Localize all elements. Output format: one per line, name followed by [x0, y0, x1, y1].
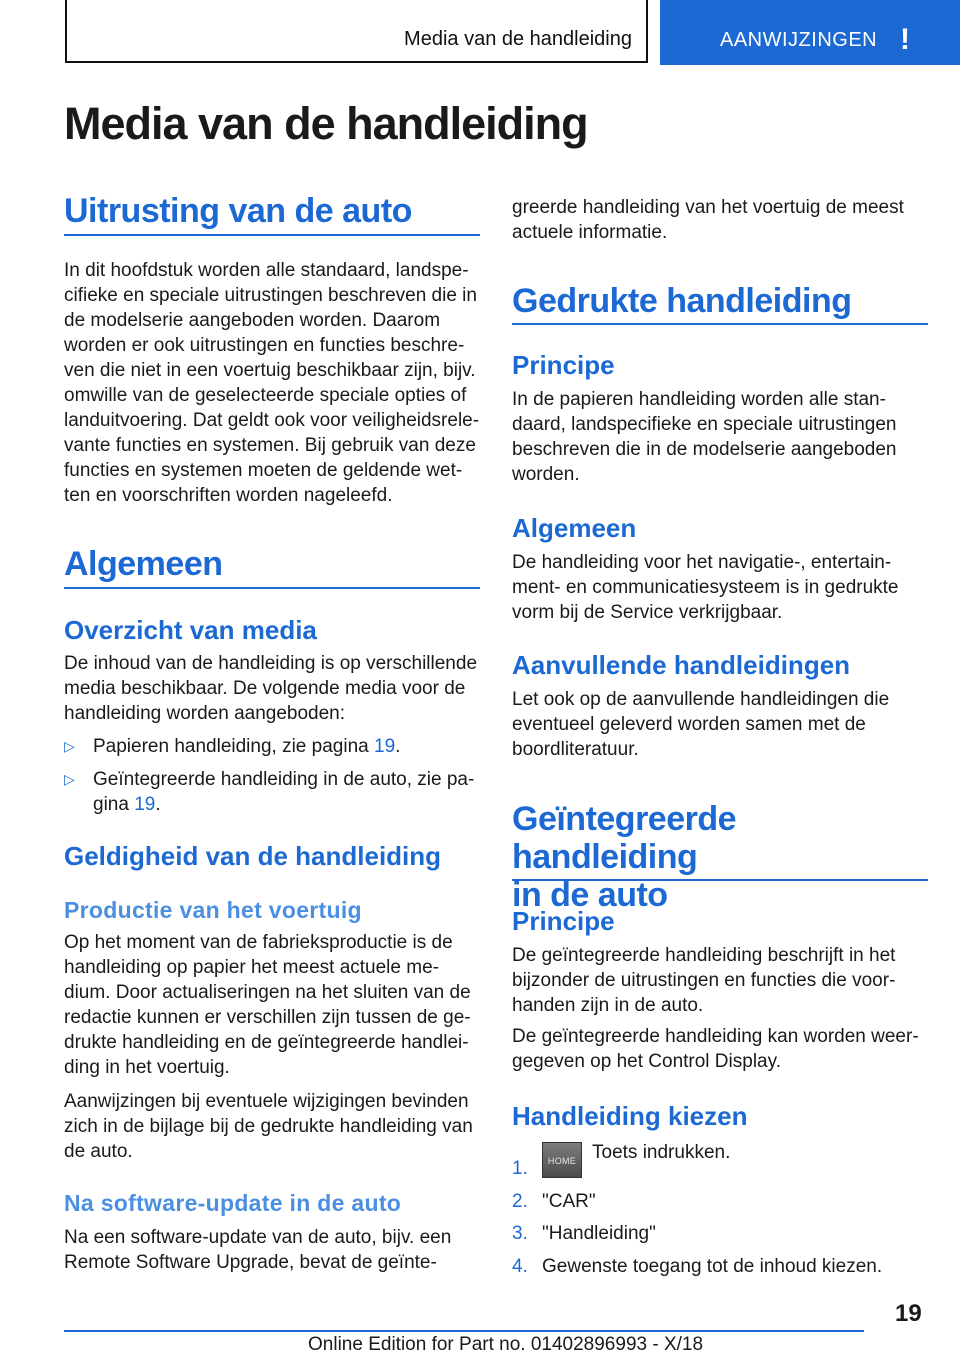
page-number: 19 [895, 1300, 922, 1327]
text-line: Remote Software Upgrade, bevat de geïnte- [64, 1252, 437, 1273]
paragraph-overzicht [64, 651, 480, 726]
list-item-label: Papieren handleiding, zie pagina [93, 736, 374, 757]
page-title: Media van de handleiding [64, 98, 588, 149]
heading-line: Geïntegreerde handleiding [512, 800, 737, 876]
header-chapter-label: AANWIJZINGEN [720, 29, 878, 51]
text-line: Let ook op de aanvullende handleidingen die [512, 689, 890, 710]
paragraph-productie [64, 930, 480, 1080]
text-line: De geïntegreerde handleiding kan worden weer- [512, 1026, 919, 1047]
text-line: cifieke en speciale uitrustingen beschreven die in [64, 285, 477, 306]
text-line: ten en voorschriften worden nageleefd. [64, 485, 393, 506]
text-line: drukte handleiding en de geïntegreerde handlei- [64, 1032, 469, 1053]
text-line: De handleiding voor het navigatie-, entertain- [512, 552, 892, 573]
bullet-triangle-icon: ▷ [64, 738, 75, 754]
text-line: Op het moment van de fabrieksproductie is de [64, 932, 453, 953]
heading-gedrukte: Gedrukte handleiding [512, 282, 852, 320]
list-item-text [93, 767, 480, 817]
text-line: dium. Door actualiseringen na het sluiten van de [64, 982, 471, 1003]
subheading-principe: Principe [512, 906, 615, 936]
warning-icon: ! [900, 23, 910, 56]
footer-rule [64, 1330, 864, 1332]
step-text [542, 1140, 730, 1178]
text-line: landuitvoering. Dat geldt ook voor veiligheidsrele- [64, 410, 480, 431]
paragraph-aanvullende [512, 687, 928, 762]
paragraph-algemeen [512, 550, 928, 625]
text-line: vorm bij de Service verkrijgbaar. [512, 602, 783, 623]
heading-rule [64, 234, 480, 236]
text-line: vante functies en systemen. Bij gebruik van deze [64, 435, 476, 456]
text-line: handleiding op papier het meest actuele me- [64, 957, 439, 978]
paragraph-uitrusting [64, 258, 480, 508]
text-line: ment- en communicatiesysteem is in gedrukte [512, 577, 899, 598]
step-number: 2. [512, 1191, 528, 1212]
text-line: omwille van de geselecteerde speciale opties of [64, 385, 467, 406]
text-line: De inhoud van de handleiding is op verschillende [64, 653, 478, 674]
text-line: handleiding worden aangeboden: [64, 703, 346, 724]
text-line: handen zijn in de auto. [512, 995, 704, 1016]
heading-geintegreerde [512, 800, 928, 914]
list-item-text [93, 734, 480, 759]
subheading-kiezen: Handleiding kiezen [512, 1101, 748, 1131]
subheading-principe: Principe [512, 350, 615, 380]
home-button-icon: HOME [542, 1142, 582, 1178]
text-line: daard, landspecifieke en speciale uitrustingen [512, 414, 897, 435]
paragraph-software [64, 1225, 480, 1275]
text-line: gegeven op het Control Display. [512, 1051, 781, 1072]
punctuation: . [395, 736, 401, 757]
header-chapter-tab[interactable] [660, 0, 960, 65]
step-number: 3. [512, 1223, 528, 1244]
paragraph-principe-geintegreerd [512, 943, 928, 1018]
heading-algemeen: Algemeen [64, 545, 223, 583]
subheading-aanvullende: Aanvullende handleidingen [512, 650, 851, 680]
bullet-triangle-icon: ▷ [64, 771, 75, 787]
step-number: 1. [512, 1158, 528, 1179]
header-section-box [65, 0, 648, 63]
text-line: actuele informatie. [512, 222, 668, 243]
text-line: de modelserie aangeboden worden. Daarom [64, 310, 441, 331]
page-link[interactable]: 19 [374, 736, 396, 757]
subheading-geldigheid: Geldigheid van de handleiding [64, 841, 442, 871]
heading-line: in de auto [512, 876, 668, 914]
paragraph-aanwijzingen [64, 1089, 480, 1164]
paragraph-principe-gedrukt [512, 387, 928, 487]
text-line: functies en systemen moeten de geldende wet- [64, 460, 463, 481]
page-link[interactable]: 19 [134, 794, 156, 815]
paragraph-continuation [512, 195, 928, 245]
subheading-productie: Productie van het voertuig [64, 897, 362, 923]
footer-edition: Online Edition for Part no. 01402896993 - X/18 [308, 1334, 704, 1355]
text-line: bijzonder de uitrustingen en functies die voor- [512, 970, 896, 991]
step-label: Toets indrukken. [592, 1142, 731, 1163]
text-line: ven die niet in een voertuig beschikbaar zijn, bijv. [64, 360, 476, 381]
heading-uitrusting: Uitrusting van de auto [64, 192, 412, 230]
text-line: boordliteratuur. [512, 739, 639, 760]
heading-rule [512, 879, 928, 881]
text-line: De geïntegreerde handleiding beschrijft in het [512, 945, 896, 966]
heading-rule [512, 323, 928, 325]
step-label: "Handleiding" [542, 1223, 656, 1244]
text-line: In de papieren handleiding worden alle stan- [512, 389, 886, 410]
paragraph-control-display [512, 1024, 928, 1074]
text-line: de auto. [64, 1141, 133, 1162]
header-section-title: Media van de handleiding [404, 28, 632, 50]
text-line: In dit hoofdstuk worden alle standaard, landspe- [64, 260, 469, 281]
text-line: zich in de bijlage bij de gedrukte handleiding van [64, 1116, 473, 1137]
list-item-label: gina [93, 794, 135, 815]
subheading-software: Na software-update in de auto [64, 1190, 402, 1216]
text-line: media beschikbaar. De volgende media voor de [64, 678, 466, 699]
step-number: 4. [512, 1256, 528, 1277]
text-line: eventueel geleverd worden samen met de [512, 714, 866, 735]
text-line: worden er ook uitrustingen en functies beschre- [64, 335, 465, 356]
punctuation: . [155, 794, 161, 815]
text-line: worden. [512, 464, 580, 485]
subheading-overzicht: Overzicht van media [64, 615, 317, 645]
text-line: redactie kunnen er verschillen zijn tussen de ge- [64, 1007, 471, 1028]
step-label: "CAR" [542, 1191, 596, 1212]
heading-rule [64, 587, 480, 589]
subheading-algemeen: Algemeen [512, 513, 637, 543]
step-label: Gewenste toegang tot de inhoud kiezen. [542, 1256, 883, 1277]
text-line: Na een software-update van de auto, bijv. een [64, 1227, 452, 1248]
text-line: ding in het voertuig. [64, 1057, 230, 1078]
text-line: beschreven die in de modelserie aangeboden [512, 439, 897, 460]
text-line: Aanwijzingen bij eventuele wijzigingen bevinden [64, 1091, 469, 1112]
list-item-label: Geïntegreerde handleiding in de auto, zie pa- [93, 769, 475, 790]
text-line: greerde handleiding van het voertuig de meest [512, 197, 904, 218]
